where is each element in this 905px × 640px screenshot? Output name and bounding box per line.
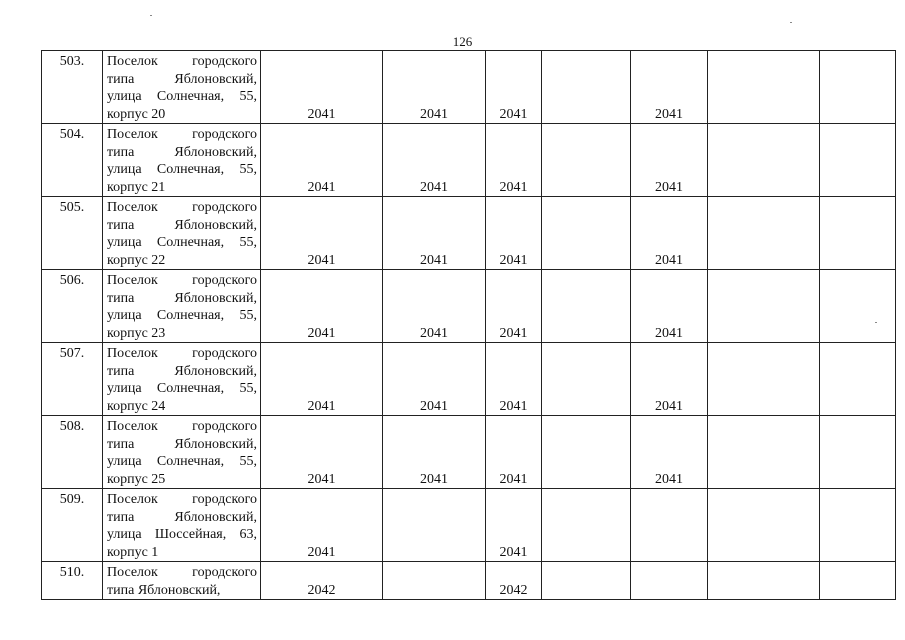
year-cell-c1 (261, 343, 383, 416)
scan-speck (150, 15, 152, 16)
address-line: корпус 22 (107, 252, 166, 268)
row-number-cell: 505. (42, 197, 103, 270)
address-line: типа Яблоновский, (107, 509, 257, 525)
year-cell-c5 (631, 270, 708, 343)
year-value: 2041 (307, 545, 336, 560)
year-cell-c7 (820, 343, 896, 416)
address-cell (103, 270, 261, 343)
year-value: 2041 (499, 399, 528, 414)
address-cell (103, 416, 261, 489)
address-line: типа Яблоновский, (107, 436, 257, 452)
year-cell-c1 (261, 124, 383, 197)
year-cell-c3 (486, 197, 542, 270)
year-value: 2041 (655, 253, 683, 268)
address-cell (103, 489, 261, 562)
year-cell-c5 (631, 197, 708, 270)
year-cell-c6 (708, 416, 820, 489)
year-cell-c6 (708, 124, 820, 197)
address-line: корпус 24 (107, 398, 166, 414)
address-line: улица Шоссейная, 63, (107, 527, 257, 542)
table-body (42, 51, 896, 600)
table-row (42, 416, 896, 489)
year-cell-c5 (631, 343, 708, 416)
year-cell-c1 (261, 562, 383, 600)
year-cell-c6 (708, 197, 820, 270)
address-line: улица Солнечная, 55, (107, 89, 257, 104)
year-cell-c1 (261, 197, 383, 270)
year-value: 2041 (655, 399, 683, 414)
year-cell-c2 (383, 562, 486, 600)
address-cell (103, 197, 261, 270)
address-line: улица Солнечная, 55, (107, 381, 257, 396)
year-cell-c3 (486, 562, 542, 600)
address-line: корпус 23 (107, 325, 166, 341)
year-cell-c6 (708, 562, 820, 600)
year-value: 2041 (307, 399, 336, 414)
address-line: типа Яблоновский, (107, 582, 221, 598)
year-cell-c3 (486, 270, 542, 343)
year-value: 2041 (655, 180, 683, 195)
year-value: 2041 (655, 472, 683, 487)
year-cell-c6 (708, 270, 820, 343)
year-cell-c5 (631, 562, 708, 600)
scan-speck (875, 322, 877, 323)
year-value: 2041 (307, 253, 336, 268)
year-value: 2041 (420, 253, 448, 268)
address-line: Поселок городского (107, 200, 257, 215)
table-row (42, 270, 896, 343)
address-line: корпус 1 (107, 544, 159, 560)
row-number-cell: 509. (42, 489, 103, 562)
year-value: 2041 (655, 107, 683, 122)
address-line: улица Солнечная, 55, (107, 308, 257, 323)
year-value: 2041 (420, 399, 448, 414)
year-value: 2041 (499, 253, 528, 268)
registry-table (41, 50, 896, 600)
row-number-cell: 504. (42, 124, 103, 197)
address-line: Поселок городского (107, 127, 257, 142)
year-cell-c2 (383, 124, 486, 197)
year-value: 2041 (499, 545, 528, 560)
year-value: 2042 (307, 583, 336, 598)
year-cell-c4 (542, 124, 631, 197)
year-cell-c4 (542, 489, 631, 562)
year-cell-c5 (631, 51, 708, 124)
table-row (42, 489, 896, 562)
address-line: улица Солнечная, 55, (107, 162, 257, 177)
year-cell-c1 (261, 270, 383, 343)
table-row (42, 124, 896, 197)
year-value: 2041 (499, 180, 528, 195)
address-line: типа Яблоновский, (107, 144, 257, 160)
year-cell-c6 (708, 343, 820, 416)
address-line: Поселок городского (107, 492, 257, 507)
year-value: 2041 (307, 472, 336, 487)
year-value: 2041 (307, 180, 336, 195)
page-number: 126 (452, 34, 473, 49)
address-line: корпус 20 (107, 106, 166, 122)
year-cell-c7 (820, 416, 896, 489)
year-cell-c7 (820, 562, 896, 600)
year-value: 2041 (420, 107, 448, 122)
year-cell-c3 (486, 489, 542, 562)
year-cell-c7 (820, 51, 896, 124)
address-line: Поселок городского (107, 346, 257, 361)
address-line: Поселок городского (107, 419, 257, 434)
row-number-cell: 508. (42, 416, 103, 489)
scan-speck (790, 22, 792, 23)
row-number-cell: 506. (42, 270, 103, 343)
year-cell-c2 (383, 197, 486, 270)
year-value: 2041 (499, 326, 528, 341)
year-cell-c6 (708, 489, 820, 562)
address-line: типа Яблоновский, (107, 363, 257, 379)
table-row (42, 562, 896, 600)
year-cell-c5 (631, 489, 708, 562)
address-line: Поселок городского (107, 565, 257, 580)
row-number-cell: 510. (42, 562, 103, 600)
table-row (42, 197, 896, 270)
address-line: типа Яблоновский, (107, 217, 257, 233)
year-value: 2041 (420, 326, 448, 341)
year-cell-c4 (542, 51, 631, 124)
year-value: 2041 (655, 326, 683, 341)
year-cell-c4 (542, 562, 631, 600)
year-cell-c7 (820, 489, 896, 562)
address-line: улица Солнечная, 55, (107, 235, 257, 250)
year-cell-c1 (261, 416, 383, 489)
year-value: 2041 (499, 107, 528, 122)
year-cell-c5 (631, 124, 708, 197)
year-cell-c2 (383, 51, 486, 124)
table-row (42, 343, 896, 416)
year-cell-c1 (261, 489, 383, 562)
row-number-cell: 507. (42, 343, 103, 416)
row-number-cell: 503. (42, 51, 103, 124)
address-cell (103, 51, 261, 124)
address-line: корпус 21 (107, 179, 166, 195)
year-cell-c3 (486, 343, 542, 416)
year-value: 2041 (307, 107, 336, 122)
address-cell (103, 124, 261, 197)
year-cell-c4 (542, 343, 631, 416)
year-cell-c7 (820, 124, 896, 197)
year-cell-c3 (486, 51, 542, 124)
year-cell-c4 (542, 416, 631, 489)
year-cell-c4 (542, 197, 631, 270)
year-cell-c6 (708, 51, 820, 124)
year-cell-c2 (383, 270, 486, 343)
year-cell-c7 (820, 270, 896, 343)
address-line: Поселок городского (107, 54, 257, 69)
year-cell-c4 (542, 270, 631, 343)
year-value: 2041 (420, 472, 448, 487)
year-cell-c7 (820, 197, 896, 270)
year-cell-c3 (486, 416, 542, 489)
year-cell-c2 (383, 489, 486, 562)
year-value: 2041 (499, 472, 528, 487)
address-cell (103, 562, 261, 600)
year-cell-c2 (383, 343, 486, 416)
year-value: 2042 (499, 583, 528, 598)
year-value: 2041 (307, 326, 336, 341)
year-cell-c2 (383, 416, 486, 489)
address-line: улица Солнечная, 55, (107, 454, 257, 469)
year-value: 2041 (420, 180, 448, 195)
address-line: корпус 25 (107, 471, 166, 487)
year-cell-c3 (486, 124, 542, 197)
table-row (42, 51, 896, 124)
year-cell-c5 (631, 416, 708, 489)
address-line: типа Яблоновский, (107, 71, 257, 87)
address-line: Поселок городского (107, 273, 257, 288)
address-line: типа Яблоновский, (107, 290, 257, 306)
year-cell-c1 (261, 51, 383, 124)
address-cell (103, 343, 261, 416)
